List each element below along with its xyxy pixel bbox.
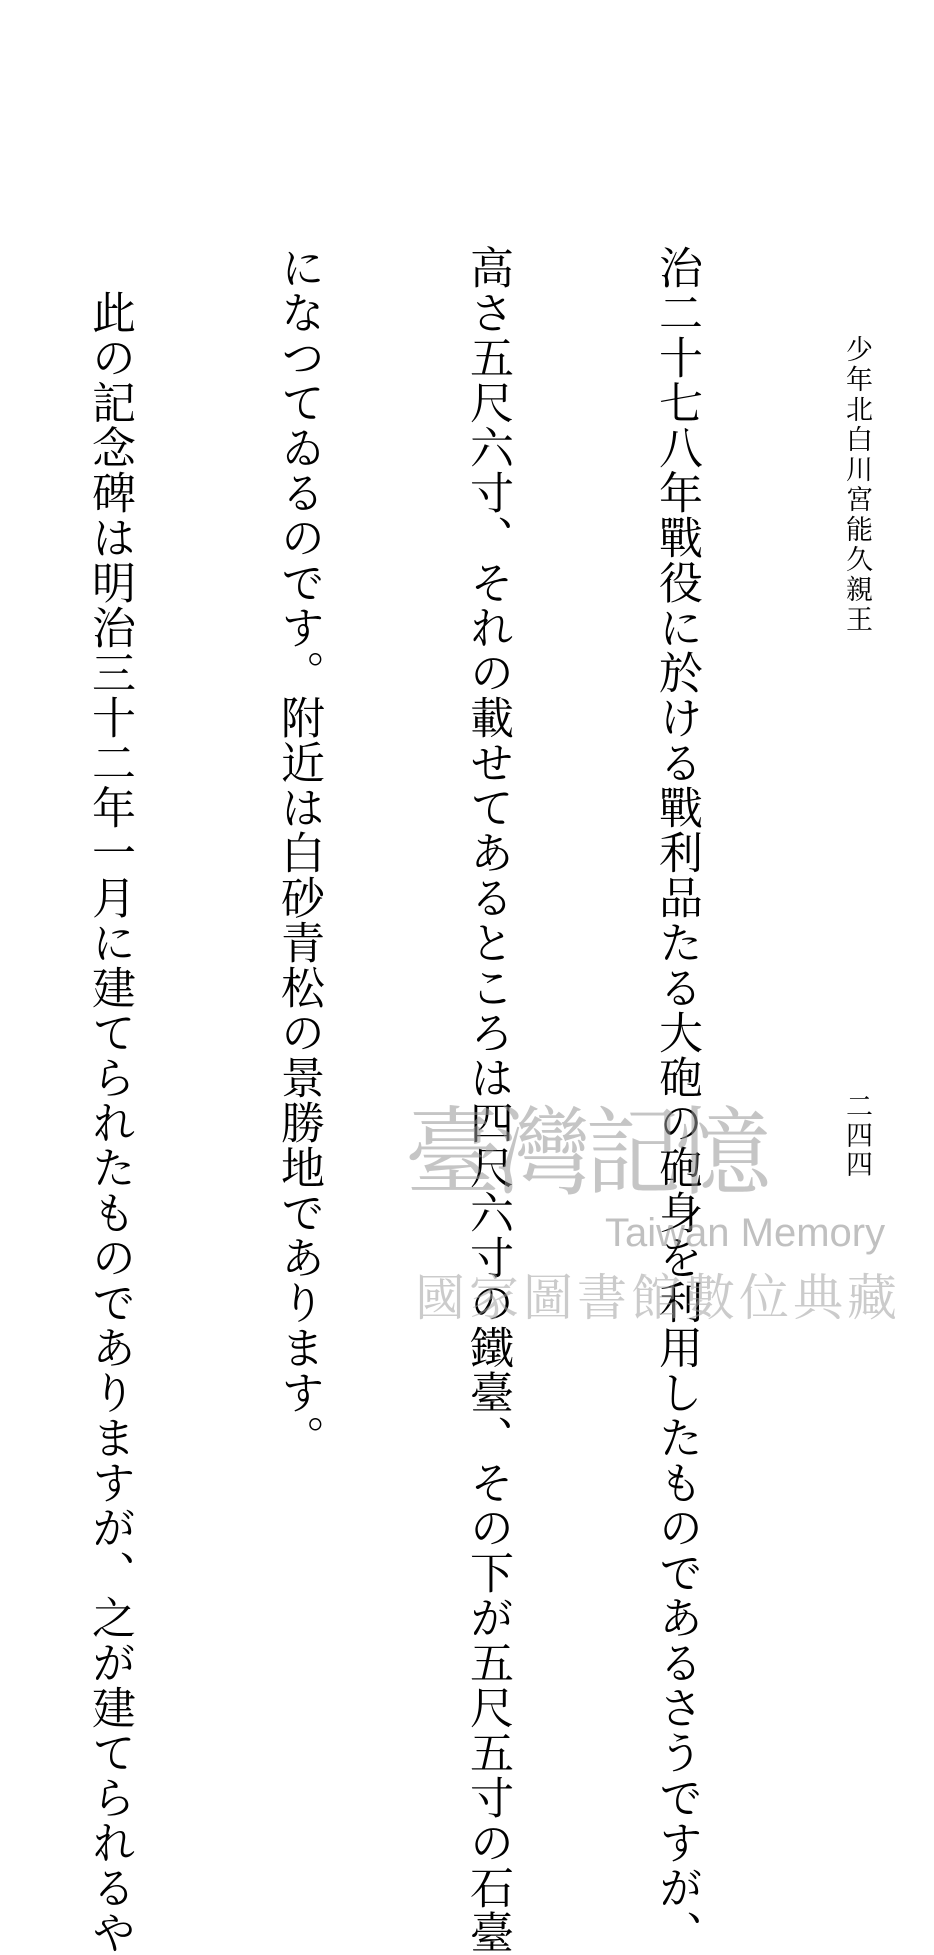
running-title: 少年北白川宮能久親王 <box>841 335 872 635</box>
body-line: になつてゐるのです。附近は白砂青松の景勝地であります。 <box>273 245 324 1460</box>
watermark-english: Taiwan Memory <box>605 1211 886 1255</box>
page-number: 二四四 <box>841 1092 872 1179</box>
body-line: 治二十七八年戰役に於ける戰利品たる大砲の砲身を利用したものであるさうですが、 <box>651 245 702 1955</box>
body-text <box>84 245 834 1955</box>
body-line: 此の記念碑は明治三十二年一月に建てられたものでありますが、之が建てられるや <box>84 245 135 1955</box>
body-line: 高さ五尺六寸、それの載せてあるところは四尺六寸の鐵臺、その下が五尺五寸の石臺 <box>462 245 513 1955</box>
watermark-logo: 臺灣記憶 <box>405 1097 765 1209</box>
watermark-chinese: 國家圖書館數位典藏 <box>415 1269 901 1327</box>
